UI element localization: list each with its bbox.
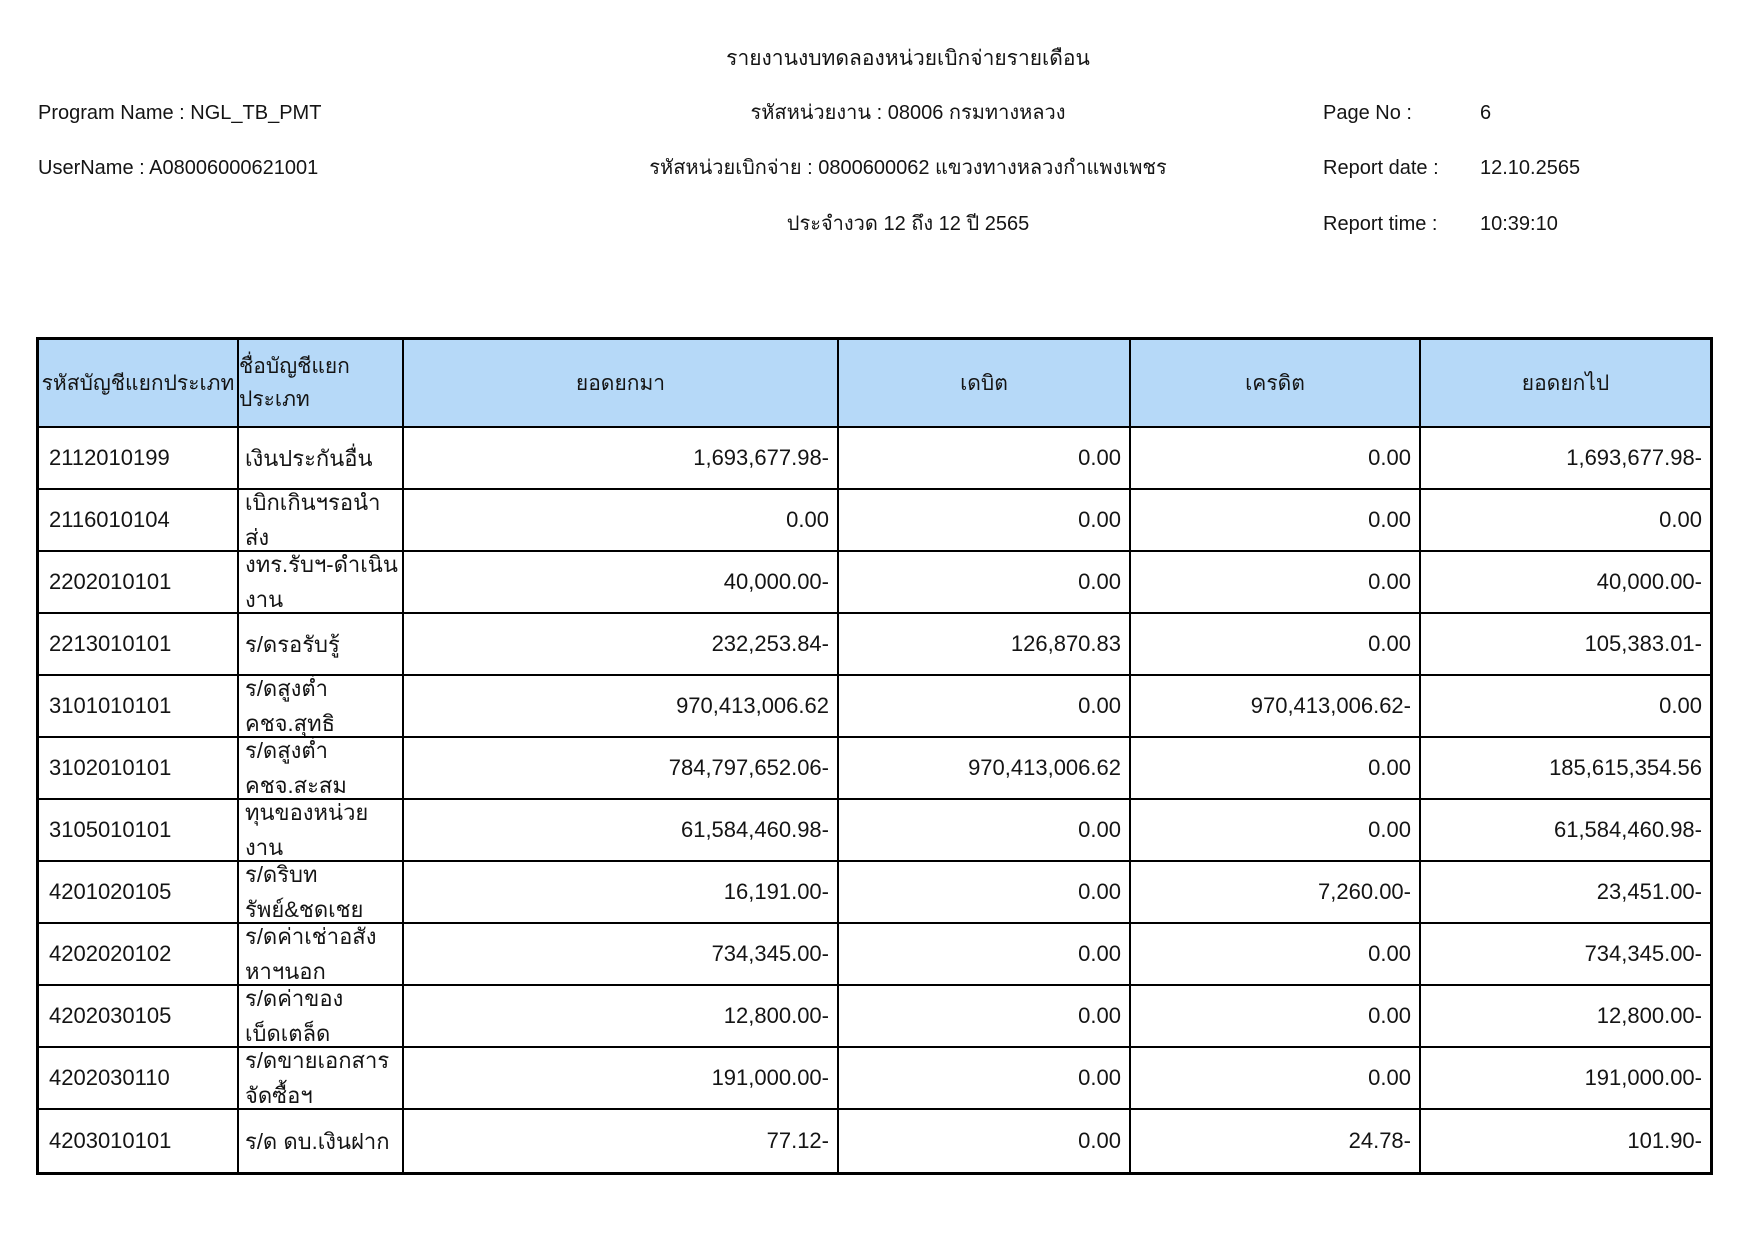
cell-balance-carried-forward: 0.00 <box>1659 507 1702 532</box>
cell-account-code: 2202010101 <box>39 552 239 612</box>
cell-credit: 0.00 <box>1131 738 1421 798</box>
table-row <box>39 862 1710 924</box>
cell-balance-brought-forward: 61,584,460.98- <box>404 800 839 860</box>
page-no-value: 6 <box>1480 102 1492 124</box>
report-title: รายงานงบทดลองหน่วยเบิกจ่ายรายเดือน <box>726 47 1090 70</box>
cell-account-name: ทุนของหน่วยงาน <box>239 800 404 860</box>
cell-debit: 0.00 <box>839 924 1131 984</box>
column-header-account-name: ชื่อบัญชีแยกประเภท <box>239 340 404 426</box>
table-row <box>39 614 1710 676</box>
cell-credit: 0.00 <box>1131 924 1421 984</box>
cell-account-name: ร/ดขายเอกสารจัดซื้อฯ <box>239 1048 404 1108</box>
page-no-label: Page No : <box>1323 102 1412 124</box>
table-body <box>39 428 1710 1172</box>
cell-balance-carried-forward: 0.00 <box>1659 693 1702 718</box>
cell-account-name: ร/ดค่าของเบ็ดเตล็ด <box>239 986 404 1046</box>
cell-credit: 0.00 <box>1131 552 1421 612</box>
cell-account-name: ร/ดรอรับรู้ <box>239 614 404 674</box>
cell-account-code: 4202030105 <box>39 986 239 1046</box>
cell-account-code: 2116010104 <box>39 490 239 550</box>
cell-account-name: ร/ดสูงต่ำคชจ.สะสม <box>239 738 404 798</box>
cell-balance-brought-forward: 970,413,006.62 <box>404 676 839 736</box>
cell-account-code: 4202020102 <box>39 924 239 984</box>
cell-debit: 0.00 <box>839 552 1131 612</box>
table-row <box>39 738 1710 800</box>
cell-credit: 0.00 <box>1131 428 1421 488</box>
cell-account-code: 4202030110 <box>39 1048 239 1108</box>
program-name-line: Program Name : NGL_TB_PMT <box>38 102 322 124</box>
cell-balance-carried-forward: 191,000.00- <box>1584 1065 1702 1090</box>
column-header-account-code: รหัสบัญชีแยกประเภท <box>39 340 239 426</box>
cell-account-code: 4203010101 <box>39 1110 239 1172</box>
cell-debit: 0.00 <box>839 986 1131 1046</box>
report-date-label: Report date : <box>1323 157 1439 179</box>
table-row <box>39 986 1710 1048</box>
cell-balance-carried-forward: 1,693,677.98- <box>1566 445 1702 470</box>
cell-account-name: ร/ด ดบ.เงินฝาก <box>239 1110 404 1172</box>
cell-credit: 0.00 <box>1131 614 1421 674</box>
cell-debit: 970,413,006.62 <box>839 738 1131 798</box>
table-row <box>39 1048 1710 1110</box>
cell-balance-carried-forward: 734,345.00- <box>1584 941 1702 966</box>
report-time-value: 10:39:10 <box>1480 213 1558 235</box>
cell-account-name: งทร.รับฯ-ดำเนินงาน <box>239 552 404 612</box>
cell-account-name: ร/ดริบทรัพย์&ชดเชย <box>239 862 404 922</box>
cell-debit: 0.00 <box>839 1048 1131 1108</box>
column-header-balance-brought-forward: ยอดยกมา <box>404 340 839 426</box>
cell-account-code: 3101010101 <box>39 676 239 736</box>
cell-debit: 126,870.83 <box>839 614 1131 674</box>
cell-account-code: 4201020105 <box>39 862 239 922</box>
cell-balance-carried-forward: 185,615,354.56 <box>1549 755 1702 780</box>
table-row <box>39 924 1710 986</box>
table-row <box>39 552 1710 614</box>
cell-balance-brought-forward: 16,191.00- <box>404 862 839 922</box>
report-time-label: Report time : <box>1323 213 1438 235</box>
period-line: ประจำงวด 12 ถึง 12 ปี 2565 <box>786 213 1030 235</box>
cell-credit: 7,260.00- <box>1131 862 1421 922</box>
column-header-debit: เดบิต <box>839 340 1131 426</box>
cell-credit: 970,413,006.62- <box>1131 676 1421 736</box>
cell-balance-carried-forward: 105,383.01- <box>1584 631 1702 656</box>
cell-balance-brought-forward: 734,345.00- <box>404 924 839 984</box>
cell-credit: 0.00 <box>1131 800 1421 860</box>
cell-account-code: 3102010101 <box>39 738 239 798</box>
cell-credit: 24.78- <box>1131 1110 1421 1172</box>
trial-balance-table <box>36 337 1713 1175</box>
cell-balance-carried-forward: 61,584,460.98- <box>1553 817 1702 842</box>
column-header-credit: เครดิต <box>1131 340 1421 426</box>
table-header-row <box>39 340 1710 428</box>
cell-debit: 0.00 <box>839 676 1131 736</box>
cell-account-code: 2112010199 <box>39 428 239 488</box>
cell-balance-brought-forward: 232,253.84- <box>404 614 839 674</box>
cell-debit: 0.00 <box>839 862 1131 922</box>
cell-debit: 0.00 <box>839 800 1131 860</box>
table-row <box>39 490 1710 552</box>
cell-balance-brought-forward: 77.12- <box>404 1110 839 1172</box>
cell-balance-carried-forward: 101.90- <box>1627 1128 1702 1153</box>
report-date-value: 12.10.2565 <box>1480 157 1581 179</box>
cell-balance-brought-forward: 1,693,677.98- <box>404 428 839 488</box>
cell-balance-brought-forward: 191,000.00- <box>404 1048 839 1108</box>
cell-debit: 0.00 <box>839 1110 1131 1172</box>
payer-unit-code-line: รหัสหน่วยเบิกจ่าย : 0800600062 แขวงทางหลวงกำแพงเพชร <box>649 157 1167 179</box>
cell-balance-brought-forward: 40,000.00- <box>404 552 839 612</box>
cell-balance-brought-forward: 784,797,652.06- <box>404 738 839 798</box>
username-line: UserName : A08006000621001 <box>38 157 319 179</box>
cell-account-code: 2213010101 <box>39 614 239 674</box>
cell-account-code: 3105010101 <box>39 800 239 860</box>
cell-account-name: เงินประกันอื่น <box>239 428 404 488</box>
table-row <box>39 1110 1710 1172</box>
cell-credit: 0.00 <box>1131 490 1421 550</box>
cell-balance-carried-forward: 23,451.00- <box>1596 879 1702 904</box>
agency-code-line: รหัสหน่วยงาน : 08006 กรมทางหลวง <box>750 102 1066 124</box>
table-row <box>39 800 1710 862</box>
cell-balance-carried-forward: 40,000.00- <box>1596 569 1702 594</box>
table-row <box>39 428 1710 490</box>
cell-debit: 0.00 <box>839 490 1131 550</box>
table-row <box>39 676 1710 738</box>
cell-credit: 0.00 <box>1131 986 1421 1046</box>
cell-account-name: ร/ดค่าเช่าอสังหาฯนอก <box>239 924 404 984</box>
cell-balance-brought-forward: 0.00 <box>404 490 839 550</box>
cell-account-name: เบิกเกินฯรอนำส่ง <box>239 490 404 550</box>
cell-balance-carried-forward: 12,800.00- <box>1596 1003 1702 1028</box>
cell-balance-brought-forward: 12,800.00- <box>404 986 839 1046</box>
column-header-balance-carried-forward: ยอดยกไป <box>1521 371 1610 395</box>
cell-credit: 0.00 <box>1131 1048 1421 1108</box>
cell-account-name: ร/ดสูงต่ำคชจ.สุทธิ <box>239 676 404 736</box>
cell-debit: 0.00 <box>839 428 1131 488</box>
